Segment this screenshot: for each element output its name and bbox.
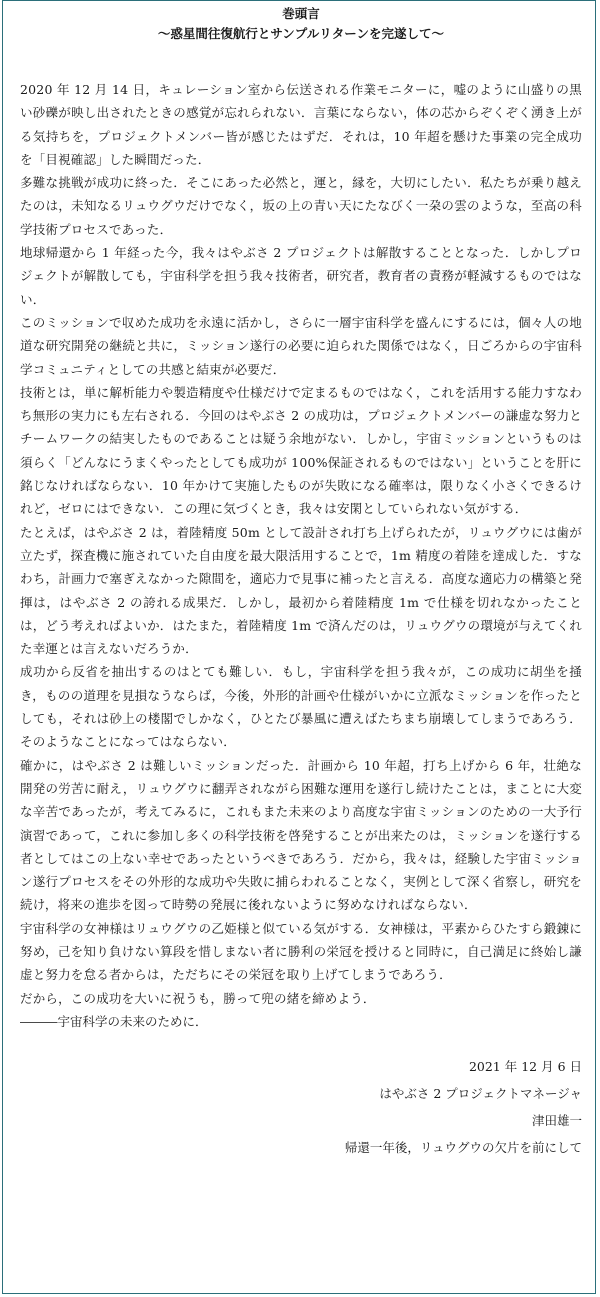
paragraph: 宇宙科学の女神様はリュウグウの乙姫様と似ている気がする．女神様は，平素からひたすら鍛錬に努め，己を知り負けない算段を惜しまない者に勝利の栄冠を授けると同時に，自己満足に終始し謙虚と努力を怠る者からは，ただちにその栄冠を取り上げてしまうであろう． [20,920,582,983]
paragraph: 2020 年 12 月 14 日，キュレーション室から伝送される作業モニターに，嘘のように山盛りの黒い砂礫が映し出されたときの感覚が忘れられない．言葉にならない，体の芯からぞくぞく湧き上がる気持ちを，プロジェクトメンバー皆が感じたはずだ．それは，10 年超を懸けた事業の完全成功を「目視確認」した瞬間だった． [20,82,582,167]
signature-date: 2021 年 12 月 6 日 [468,1059,582,1075]
paragraph: 成功から反省を抽出するのはとても難しい．もし，宇宙科学を担う我々が，この成功に胡坐を掻き，ものの道理を見損なうならば，今後，外形的計画や仕様がいかに立派なミッションを作ったとしても，それは砂上の楼閣でしかなく，ひとたび暴風に遭えばたちまち崩壊してしまうであろう．そのようなことになってはならない． [20,664,582,750]
paragraph: 地球帰還から 1 年経った今，我々はやぶさ 2 プロジェクトは解散することとなった．しかしプロジェクトが解散しても，宇宙科学を担う我々技術者，研究者，教育者の責務が軽減するものではない． [20,245,582,307]
signature-role: はやぶさ 2 プロジェクトマネージャ [379,1086,582,1102]
paragraph: だから，この成功を大いに祝うも，勝って兜の緒を締めよう． [20,990,376,1006]
document-body [20,78,582,1010]
paragraph: 技術とは，単に解析能力や製造精度や仕様だけで定まるものではなく，これを活用する能力すなわち無形の実力にも左右される．今回のはやぶさ 2 の成功は，プロジェクトメンバーの謙虚な努力とチームワークの結実したものであることは疑う余地がない．しかし，宇宙ミッションというものは須らく「どんなにうまくやったとしても成功が 100%保証されるものではない」ということを肝に銘じなければならない．10 年かけて実施したものが失敗になる確率は，限りなく小さくできるけれど，ゼロにはできない．この理に気づくとき，我々は安閑としていられない気がする． [20,384,582,517]
document-title: 巻頭言 [282,6,320,21]
paragraph: たとえば，はやぶさ 2 は，着陸精度 50m として設計され打ち上げられたが，リュウグウには歯が立たず，探査機に施されていた自由度を最大限活用することで，1m 精度の着陸を達成した．すなわち，計画力で塞ぎえなかった隙間を，適応力で見事に補ったと言える．高度な適応力の構築と発揮は，はやぶさ 2 の誇れる成果だ．しかし，最初から着陸精度 1m で仕様を切れなかったことは，どう考えればよいか．はたまた，着陸精度 1m で済んだのは，リュウグウの環境が与えてくれた幸運とは言えないだろうか． [20,524,582,657]
paragraph: 多難な挑戦が成功に終った．そこにあった必然と，運と，縁を，大切にしたい．私たちが乗り越えたのは，未知なるリュウグウだけでなく，坂の上の青い天にたなびく一朶の雲のような，至高の科学技術プロセスであった． [20,175,582,237]
signature-note: 帰還一年後，リュウグウの欠片を前にして [344,1140,582,1156]
signature-name: 津田雄一 [531,1113,582,1129]
document-subtitle: 〜惑星間往復航行とサンプルリターンを完遂して〜 [157,26,445,41]
closing-line: ―――宇宙科学の未来のために． [20,1013,208,1029]
editorial-document [20,4,582,1161]
signature-block [20,1053,582,1161]
paragraph: このミッションで収めた成功を永遠に活かし，さらに一層宇宙科学を盛んにするには，個々人の地道な研究開発の継続と共に，ミッション遂行の必要に迫られた関係ではなく，日ごろからの宇宙科学コミュニティとしての共感と結束が必要だ． [20,314,582,377]
paragraph: 確かに，はやぶさ 2 は難しいミッションだった．計画から 10 年超，打ち上げから 6 年，壮絶な開発の労苦に耐え，リュウグウに翻弄されながら困難な運用を遂行し続けたことは，まことに大変な辛苦であったが，考えてみるに，これもまた未来のより高度な宇宙ミッションのための一大予行演習であって，これに参加し多くの科学技術を啓発することが出来たのは，ミッションを遂行する者としてはこの上ない幸せであったというべきであろう．だから，我々は，経験した宇宙ミッション遂行プロセスをその外形的な成功や失敗に捕らわれることなく，実例として深く省察し，研究を続け，将来の進歩を図って時勢の発展に後れないように努めなければならない． [20,757,582,913]
